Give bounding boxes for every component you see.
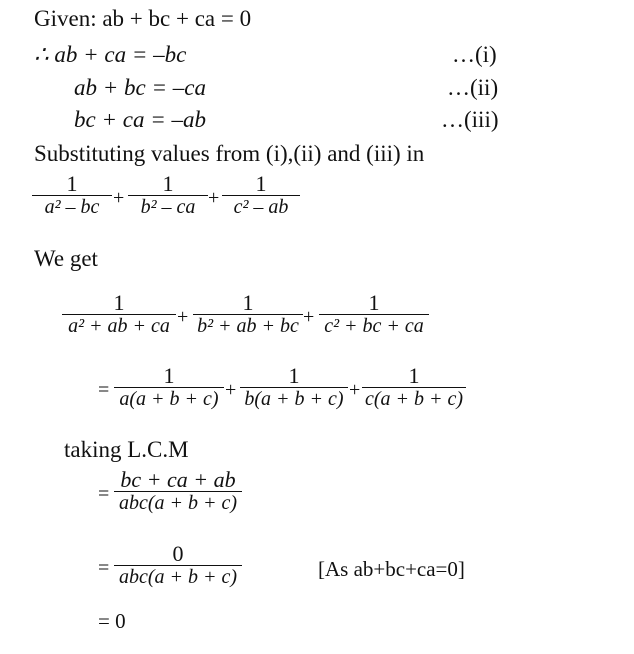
- equals-sign: =: [98, 483, 110, 505]
- denominator: c² – ab: [233, 196, 289, 218]
- plus-sign: +: [225, 379, 237, 401]
- numerator: 1: [368, 290, 380, 315]
- equation-i-ref: …(i): [452, 42, 497, 67]
- numerator: 1: [255, 171, 267, 196]
- numerator: 1: [242, 290, 254, 315]
- expr1-fraction-2: [128, 173, 208, 218]
- numerator: 1: [163, 363, 175, 388]
- denominator: a² – bc: [44, 196, 100, 218]
- denominator: abc(a + b + c): [118, 492, 238, 514]
- denominator: b(a + b + c): [244, 388, 344, 410]
- denominator: b² + ab + bc: [197, 315, 299, 337]
- expr3-fraction-2: [240, 365, 348, 410]
- we-get-line: We get: [34, 246, 98, 271]
- plus-sign: +: [208, 187, 220, 209]
- numerator: 1: [288, 363, 300, 388]
- plus-sign: +: [303, 306, 315, 328]
- expr3-fraction-1: [114, 365, 224, 410]
- denominator: abc(a + b + c): [118, 566, 238, 588]
- taking-lcm-line: taking L.C.M: [64, 437, 189, 462]
- numerator: 0: [172, 541, 184, 566]
- equation-iii-ref: …(iii): [441, 107, 499, 132]
- denominator: c² + bc + ca: [324, 315, 424, 337]
- denominator: c(a + b + c): [364, 388, 464, 410]
- expr3-fraction-3: [362, 365, 466, 410]
- expr2-fraction-1: [62, 292, 176, 337]
- note-bracket: [As ab+bc+ca=0]: [318, 557, 465, 581]
- equation-iii: bc + ca = –ab: [74, 107, 206, 132]
- expr1-fraction-3: [222, 173, 300, 218]
- equals-sign: =: [98, 379, 110, 401]
- denominator: a² + ab + ca: [68, 315, 170, 337]
- numerator: 1: [408, 363, 420, 388]
- lcm-fraction: [114, 469, 242, 514]
- plus-sign: +: [113, 187, 125, 209]
- equation-ii: ab + bc = –ca: [74, 75, 206, 100]
- substituting-line: Substituting values from (i),(ii) and (iii) in: [34, 141, 425, 166]
- denominator: a(a + b + c): [119, 388, 219, 410]
- given-line: Given: ab + bc + ca = 0: [34, 6, 252, 31]
- plus-sign: +: [177, 306, 189, 328]
- final-result: = 0: [98, 609, 126, 633]
- numerator: 1: [113, 290, 125, 315]
- numerator: 1: [66, 171, 78, 196]
- expr2-fraction-3: [319, 292, 429, 337]
- numerator: bc + ca + ab: [120, 467, 236, 492]
- plus-sign: +: [349, 379, 361, 401]
- equation-ii-ref: …(ii): [447, 75, 499, 100]
- expr1-fraction-1: [32, 173, 112, 218]
- equals-sign: =: [98, 557, 110, 579]
- equation-i: ∴ ab + ca = –bc: [34, 42, 187, 67]
- denominator: b² – ca: [140, 196, 196, 218]
- expr2-fraction-2: [193, 292, 303, 337]
- zero-fraction: [114, 543, 242, 588]
- numerator: 1: [162, 171, 174, 196]
